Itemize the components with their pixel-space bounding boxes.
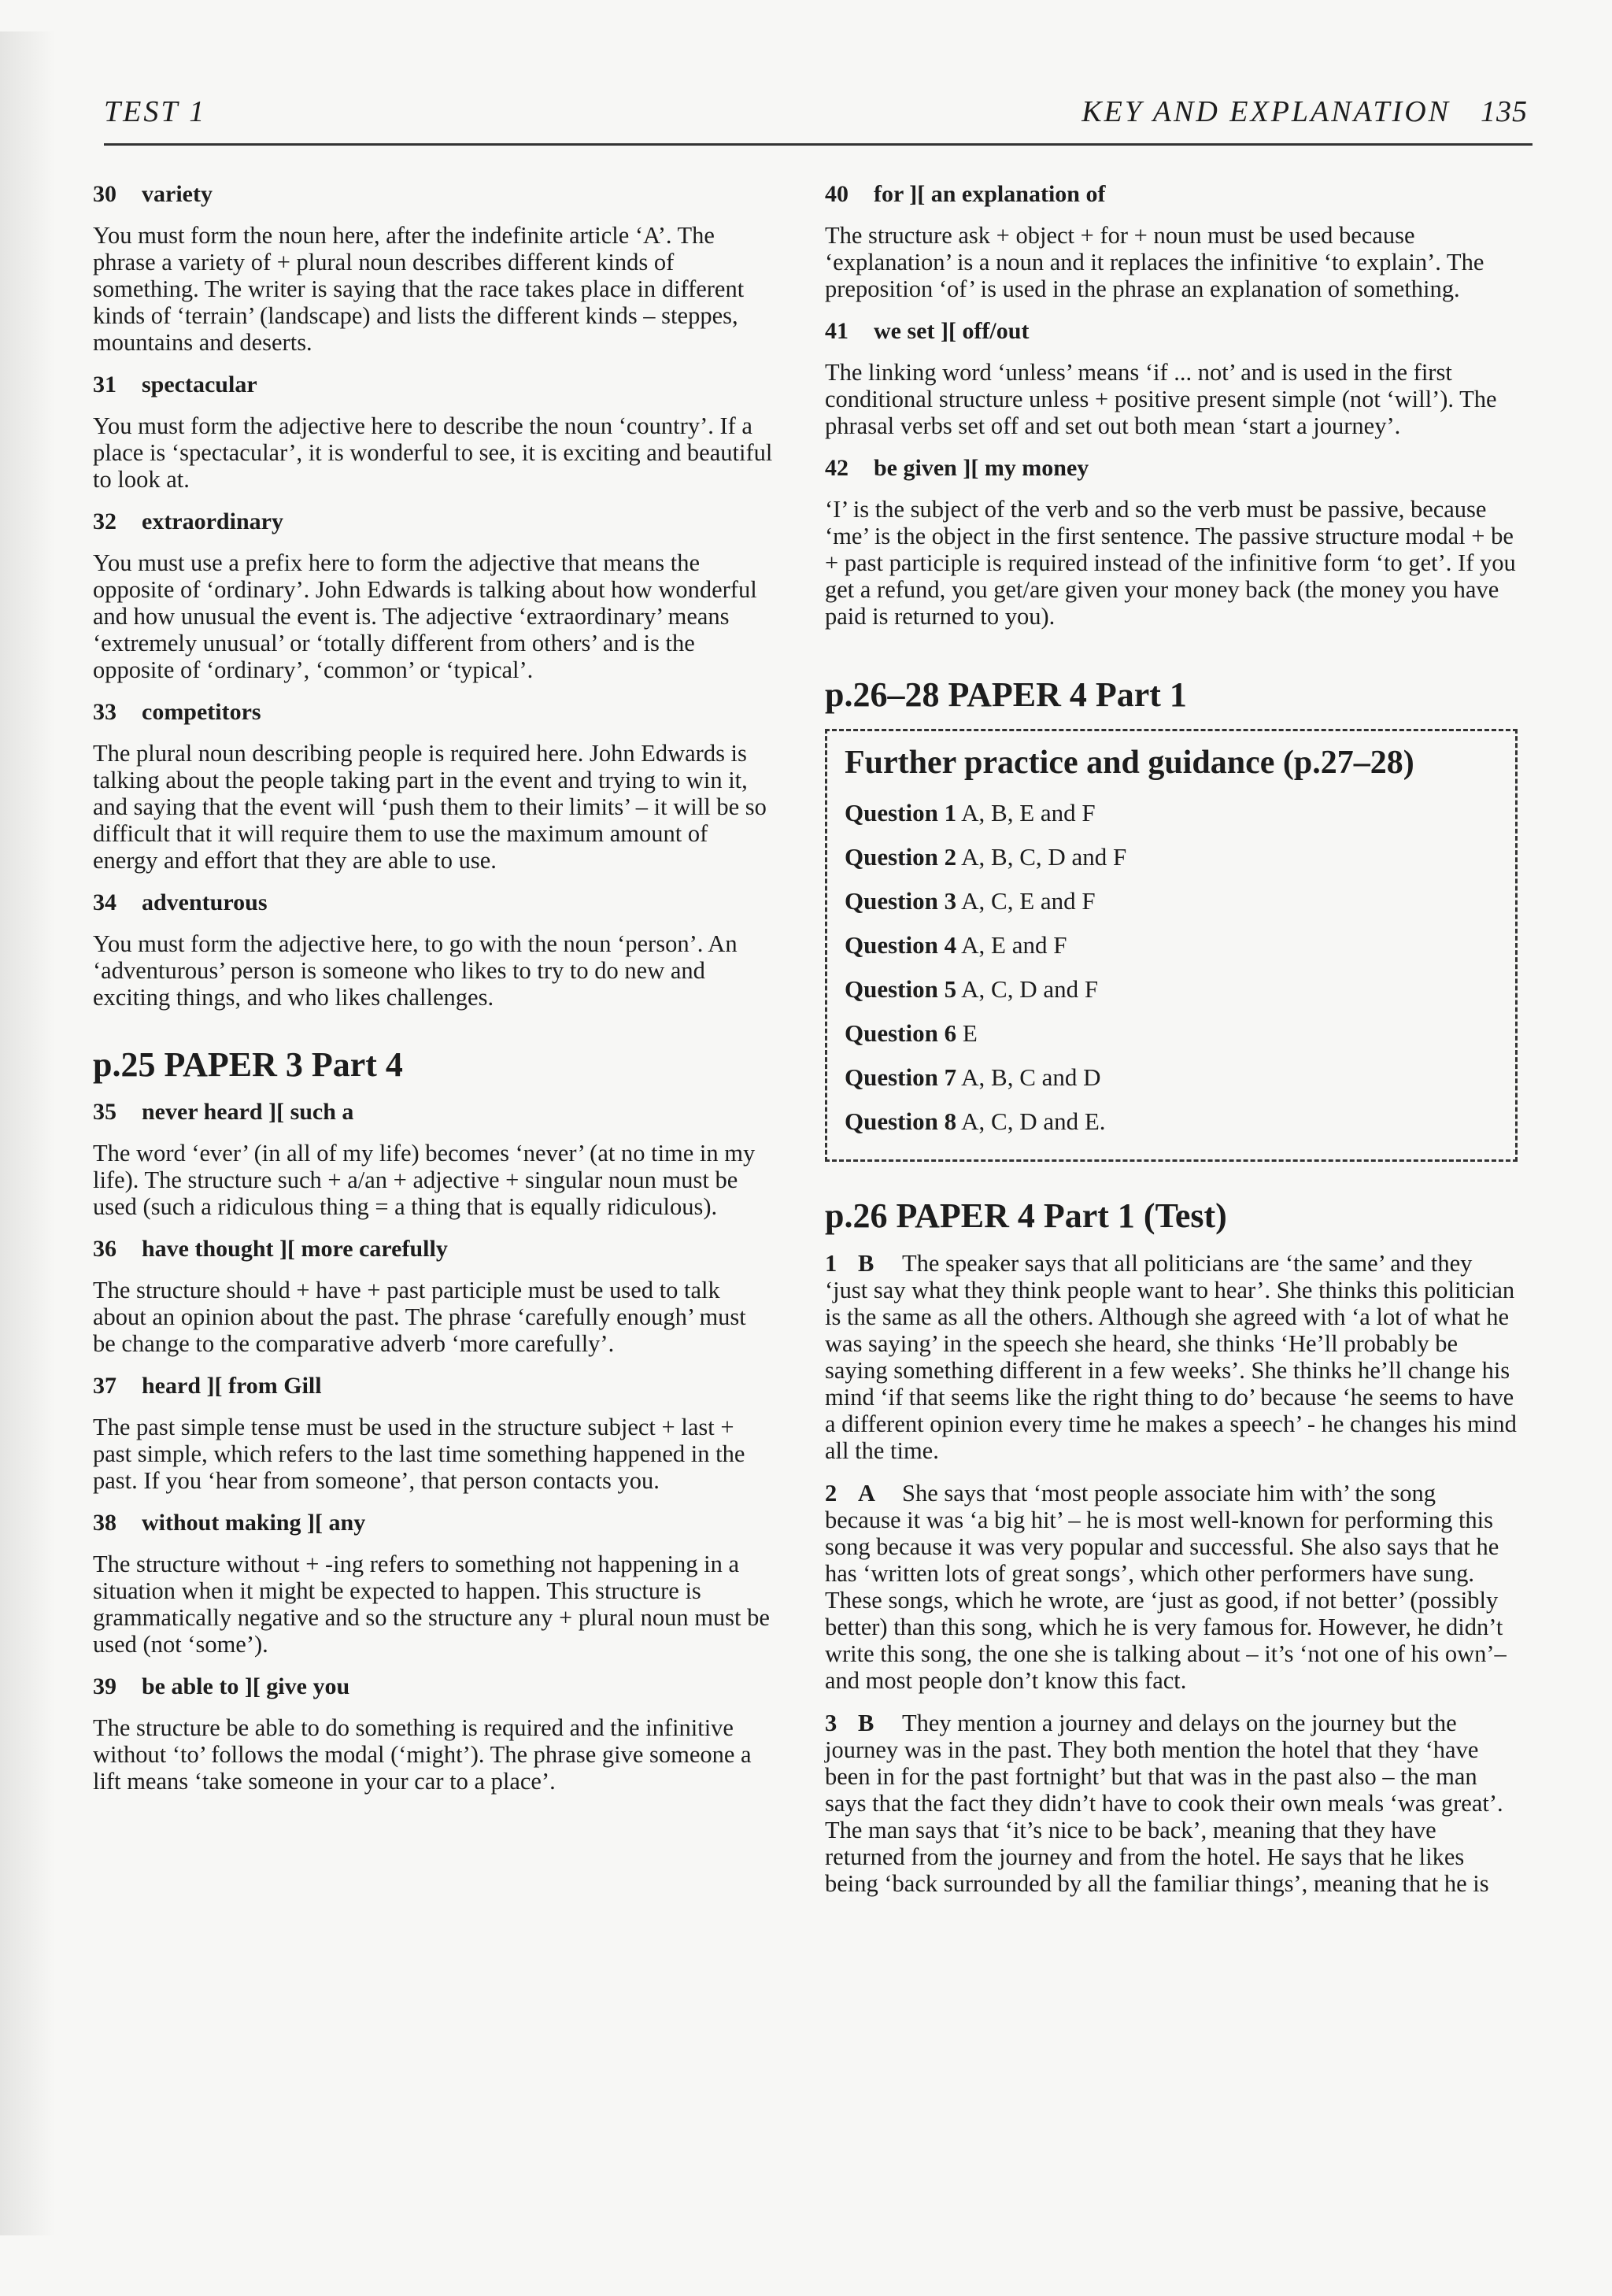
key-item (825, 455, 1518, 630)
header-section-title: KEY AND EXPLANATION (1081, 95, 1451, 128)
key-item (93, 699, 774, 874)
key-item-heading (93, 1373, 774, 1399)
question-label: Question 2 (845, 843, 957, 871)
further-practice-list (845, 791, 1499, 1144)
item-explanation: The structure without + -ing refers to something not happening in a situation when it might be expected to happen. This structure is grammatically negative and so the structure any + plural noun must be used (not ‘some’). (93, 1551, 770, 1658)
section-title-paper4-part1-test: p.26 PAPER 4 Part 1 (Test) (825, 1196, 1227, 1235)
key-item (93, 1373, 774, 1494)
item-explanation: The structure ask + object + for + noun must be used because ‘explanation’ is a noun and it replaces the infinitive ‘to explain’. The preposition ‘of’ is used in the phrase an explanation of something. (825, 222, 1484, 302)
answer-number: 3 (825, 1710, 837, 1736)
key-item-heading (93, 181, 774, 208)
question-options: E (962, 1019, 978, 1047)
answer-item (825, 1480, 1518, 1694)
question-options: A, B, E and F (961, 799, 1096, 826)
item-explanation: The plural noun describing people is required here. John Edwards is talking about the people taking part in the event and trying to win it, and saying that the event will ‘push them to their limits’ – it will be so difficult that it will require them to use the maximum amount of energy and effort that they are able to use. (93, 740, 767, 874)
page-header (104, 88, 1533, 146)
key-item (93, 1510, 774, 1658)
item-answer: be given ][ my money (874, 455, 1089, 481)
key-item (93, 1099, 774, 1220)
item-answer: extraordinary (142, 508, 283, 534)
item-explanation: ‘I’ is the subject of the verb and so the verb must be passive, because ‘me’ is the object in the first sentence. The passive structure modal + be + past participle is required instead of the infinitive form ‘to get’. If you get a refund, you get/are given your money back (the money you have paid is returned to you). (825, 496, 1516, 630)
question-options: A, E and F (961, 931, 1067, 959)
item-number: 33 (93, 699, 116, 725)
item-explanation: The structure be able to do something is required and the infinitive without ‘to’ follows the modal (‘might’). The phrase give someone a lift means ‘take someone in your car to a place’. (93, 1714, 752, 1795)
item-number: 39 (93, 1673, 116, 1699)
item-answer: for ][ an explanation of (874, 181, 1106, 207)
answer-explanation: She says that ‘most people associate him with’ the song because it was ‘a big hit’ – he is most well-known for performing this song because it was very popular and successful. She also says that he has ‘written lots of great songs’, which other performers have sung. These songs, which he wrote, are ‘just as good, if not better’ (possibly better) than this song, which he is very famous for. However, he didn’t write this song, the one she is talking about – it’s ‘not one of his own’– and most people don’t know this fact. (825, 1480, 1507, 1694)
question-label: Question 1 (845, 799, 957, 826)
header-test-label: TEST 1 (104, 95, 207, 128)
answer-item (825, 1250, 1518, 1464)
item-number: 41 (825, 318, 849, 344)
answer-letter: B (858, 1250, 874, 1277)
answer-explanation: The speaker says that all politicians are ‘the same’ and they ‘just say what they think people want to hear’. She thinks this politician is the same as all the others. Although she agreed with ‘a lot of what he was saying’ in the speech she heard, she thinks ‘He’ll probably be saying something different in a few weeks’. She thinks he’ll change his mind ‘if that seems like the right thing to do’ because ‘he seems to have a different opinion every time he makes a speech’ - he changes his mind all the time. (825, 1250, 1517, 1464)
answer-explanation: They mention a journey and delays on the journey but the journey was in the past. They both mention the hotel that they ‘have been in for the past fortnight’ but that was in the past also – the man says that the fact they didn’t have to cook their own meals ‘was great’. The man says that ‘it’s nice to be back’, meaning that they have returned from the journey and from the hotel. He says that he likes being ‘back surrounded by all the familiar things’, meaning that he is (825, 1710, 1503, 1897)
section-title-paper3-part4: p.25 PAPER 3 Part 4 (93, 1045, 403, 1084)
item-number: 34 (93, 889, 116, 915)
answer-item (825, 1710, 1518, 1897)
item-answer: spectacular (142, 372, 257, 397)
scan-edge-shadow (0, 31, 55, 2235)
key-item-heading (93, 372, 774, 398)
key-item-heading (93, 1099, 774, 1126)
key-item (93, 1236, 774, 1357)
further-practice-row (845, 1011, 1499, 1056)
key-items-30-34 (93, 181, 774, 1011)
further-practice-title: Further practice and guidance (p.27–28) (845, 745, 1414, 781)
further-practice-row (845, 923, 1499, 967)
key-item (93, 1673, 774, 1795)
header-section-label (1081, 94, 1528, 129)
question-label: Question 5 (845, 975, 957, 1003)
further-practice-row (845, 879, 1499, 923)
question-options: A, C, D and E. (961, 1107, 1106, 1135)
question-label: Question 6 (845, 1019, 957, 1047)
key-item-heading (93, 1510, 774, 1536)
item-number: 38 (93, 1510, 116, 1536)
further-practice-row (845, 967, 1499, 1011)
key-item-heading (825, 318, 1518, 345)
item-answer: have thought ][ more carefully (142, 1236, 448, 1262)
key-item-heading (93, 1236, 774, 1263)
further-practice-row (845, 835, 1499, 879)
item-number: 36 (93, 1236, 116, 1262)
key-item (93, 181, 774, 356)
item-explanation: You must use a prefix here to form the adjective that means the opposite of ‘ordinary’. John Edwards is talking about how wonderful and how unusual the event is. The adjective ‘extraordinary’ means ‘extremely unusual’ or ‘totally different from others’ and is the opposite of ‘ordinary’, ‘common’ or ‘typical’. (93, 549, 757, 683)
item-number: 32 (93, 508, 116, 534)
further-practice-row (845, 1100, 1499, 1144)
item-explanation: You must form the noun here, after the indefinite article ‘A’. The phrase a variety of + plural noun describes different kinds of something. The writer is saying that the race takes place in different kinds of ‘terrain’ (landscape) and lists the different kinds – steppes, mountains and deserts. (93, 222, 745, 356)
answer-number: 1 (825, 1250, 837, 1277)
key-item-heading (93, 889, 774, 916)
answer-number: 2 (825, 1480, 837, 1507)
item-answer: we set ][ off/out (874, 318, 1030, 344)
item-number: 35 (93, 1099, 116, 1125)
item-number: 31 (93, 372, 116, 397)
question-label: Question 3 (845, 887, 957, 915)
item-explanation: The structure should + have + past participle must be used to talk about an opinion about the past. The phrase ‘carefully enough’ must be change to the comparative adverb ‘more carefully’. (93, 1277, 746, 1357)
key-item-heading (825, 455, 1518, 482)
key-item (825, 318, 1518, 439)
further-practice-box (825, 729, 1518, 1162)
item-number: 42 (825, 455, 849, 481)
further-practice-row (845, 1056, 1499, 1100)
item-answer: never heard ][ such a (142, 1099, 354, 1125)
question-options: A, B, C and D (961, 1063, 1101, 1091)
item-answer: without making ][ any (142, 1510, 366, 1536)
item-answer: be able to ][ give you (142, 1673, 350, 1699)
item-answer: heard ][ from Gill (142, 1373, 322, 1399)
question-label: Question 7 (845, 1063, 957, 1091)
left-column (93, 181, 774, 1810)
question-options: A, C, D and F (961, 975, 1099, 1003)
key-item-heading (93, 1673, 774, 1700)
further-practice-row (845, 791, 1499, 835)
item-explanation: The word ‘ever’ (in all of my life) becomes ‘never’ (at no time in my life). The structure such + a/an + adjective + singular noun must be used (such a ridiculous thing = a thing that is equally ridiculous). (93, 1140, 756, 1220)
section-title-paper4-part1: p.26–28 PAPER 4 Part 1 (825, 675, 1187, 714)
question-label: Question 4 (845, 931, 957, 959)
right-column (825, 181, 1518, 1913)
question-options: A, B, C, D and F (961, 843, 1127, 871)
question-options: A, C, E and F (961, 887, 1096, 915)
key-items-40-42 (825, 181, 1518, 630)
key-item (93, 889, 774, 1011)
item-explanation: You must form the adjective here, to go with the noun ‘person’. An ‘adventurous’ person is someone who likes to try to do new and exciting things, and who likes challenges. (93, 930, 738, 1011)
item-explanation: The linking word ‘unless’ means ‘if ... not’ and is used in the first conditional structure unless + positive present simple (not ‘will’). The phrasal verbs set off and set out both mean ‘start a journey’. (825, 359, 1497, 439)
item-number: 37 (93, 1373, 116, 1399)
item-answer: competitors (142, 699, 261, 725)
item-answer: adventurous (142, 889, 268, 915)
item-number: 40 (825, 181, 849, 207)
item-explanation: The past simple tense must be used in the structure subject + last + past simple, which refers to the last time something happened in the past. If you ‘hear from someone’, that person contacts you. (93, 1414, 745, 1494)
answer-explanations (825, 1250, 1518, 1897)
item-number: 30 (93, 181, 116, 207)
question-label: Question 8 (845, 1107, 957, 1135)
page-number: 135 (1481, 95, 1528, 128)
key-item-heading (825, 181, 1518, 208)
item-answer: variety (142, 181, 213, 207)
key-item-heading (93, 508, 774, 535)
answer-letter: B (858, 1710, 874, 1736)
item-explanation: You must form the adjective here to describe the noun ‘country’. If a place is ‘spectacular’, it is wonderful to see, it is exciting and beautiful to look at. (93, 412, 773, 493)
key-item (825, 181, 1518, 302)
answer-letter: A (858, 1480, 876, 1507)
key-item (93, 372, 774, 493)
key-item (93, 508, 774, 683)
key-item-heading (93, 699, 774, 726)
key-items-35-39 (93, 1099, 774, 1795)
